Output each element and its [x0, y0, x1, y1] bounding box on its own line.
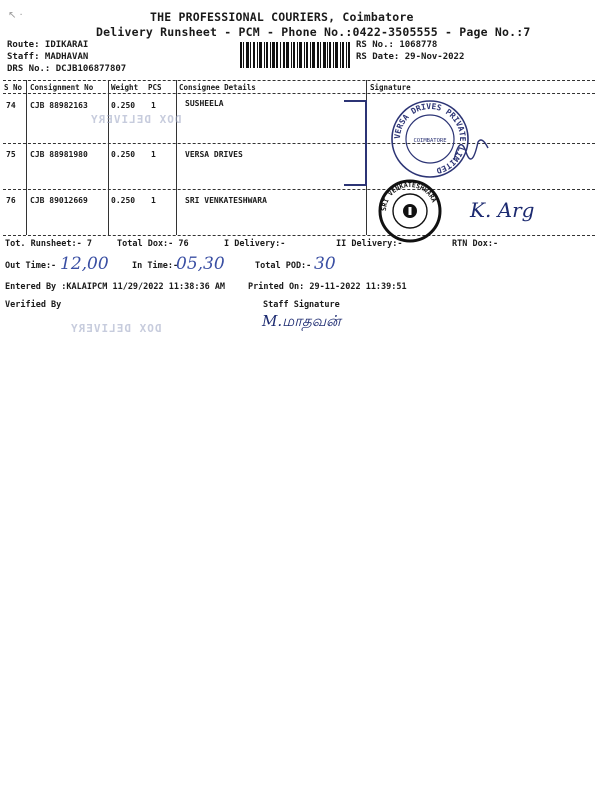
- handwritten-signature: K. Arg: [470, 198, 535, 222]
- row-weight: 0.250: [111, 150, 136, 159]
- column-divider: [176, 80, 177, 235]
- row-sno: 74: [6, 101, 16, 110]
- versa-stamp-ring-text: VERSA DRIVES PRIVATE LIMITED: [392, 101, 468, 176]
- staff-label: Staff: MADHAVAN: [7, 52, 89, 62]
- row-sno: 76: [6, 196, 16, 205]
- column-divider: [26, 80, 27, 235]
- column-header-sno: S No: [4, 83, 23, 92]
- row-rule: [3, 189, 595, 190]
- out-time-label: Out Time:-: [5, 261, 57, 271]
- staff-signature-label: Staff Signature: [263, 300, 340, 310]
- column-header-signature: Signature: [370, 83, 411, 92]
- barcode: [240, 42, 350, 68]
- row-weight: 0.250: [111, 196, 136, 205]
- row-pcs: 1: [151, 150, 156, 159]
- first-delivery: I Delivery:-: [224, 239, 286, 249]
- row-consignee: SUSHEELA: [185, 99, 224, 108]
- row-pcs: 1: [151, 196, 156, 205]
- faint-delivery-stamp-bottom: DOX DELIVERY: [70, 322, 162, 335]
- column-divider: [108, 80, 109, 235]
- versa-stamp-inner-text: COIMBATORE: [413, 138, 447, 144]
- row-consignee: VERSA DRIVES: [185, 150, 243, 159]
- rs-number: RS No.: 1068778: [356, 40, 438, 50]
- faint-delivery-stamp: DOX DELIVERY: [90, 113, 182, 126]
- sri-venkateshwara-stamp: [375, 178, 445, 242]
- table-top-rule: [3, 80, 595, 81]
- corner-mark: ↖ ·: [8, 10, 23, 21]
- table-bottom-rule: [3, 235, 595, 236]
- total-dox: Total Dox:- 76: [117, 239, 189, 249]
- staff-signature-value: M.மாதவன்: [262, 312, 341, 330]
- column-header-consignee: Consignee Details: [179, 83, 256, 92]
- column-header-weight: Weight: [111, 83, 139, 92]
- in-time-value: 05,30: [176, 254, 225, 274]
- row-rule: [3, 143, 595, 144]
- row-consignment: CJB 89012669: [30, 196, 88, 205]
- pen-signature-mark: [452, 130, 492, 170]
- row-consignee: SRI VENKATESHWARA: [185, 196, 267, 205]
- total-pod-value: 30: [314, 254, 336, 274]
- row-consignment: CJB 88982163: [30, 101, 88, 110]
- total-runsheet: Tot. Runsheet:- 7: [5, 239, 92, 249]
- verified-by-label: Verified By: [5, 300, 62, 310]
- in-time-label: In Time:-: [132, 261, 179, 271]
- row-pcs: 1: [151, 101, 156, 110]
- table-header-rule: [3, 93, 595, 94]
- column-header-consignment: Consignment No: [30, 83, 94, 92]
- column-header-pcs: PCS: [148, 83, 162, 92]
- entered-by: Entered By :KALAIPCM 11/29/2022 11:38:36 AM: [5, 282, 226, 292]
- sri-stamp-ring-text: SRI VENKATESHWARA: [379, 180, 439, 212]
- row-weight: 0.250: [111, 101, 136, 110]
- printed-on: Printed On: 29-11-2022 11:39:51: [248, 282, 407, 292]
- row-consignment: CJB 88981980: [30, 150, 88, 159]
- signature-bracket: [340, 95, 380, 195]
- document-title: THE PROFESSIONAL COURIERS, Coimbatore: [150, 10, 414, 24]
- return-dox: RTN Dox:-: [452, 239, 499, 249]
- total-pod-label: Total POD:-: [255, 261, 312, 271]
- route-label: Route: IDIKARAI: [7, 40, 89, 50]
- second-delivery: II Delivery:-: [336, 239, 403, 249]
- out-time-value: 12,00: [60, 254, 109, 274]
- row-sno: 75: [6, 150, 16, 159]
- rs-date: RS Date: 29-Nov-2022: [356, 52, 465, 62]
- document-subtitle: Delivery Runsheet - PCM - Phone No.:0422-3505555 - Page No.:7: [96, 25, 531, 39]
- drs-label: DRS No.: DCJB106877807: [7, 64, 127, 74]
